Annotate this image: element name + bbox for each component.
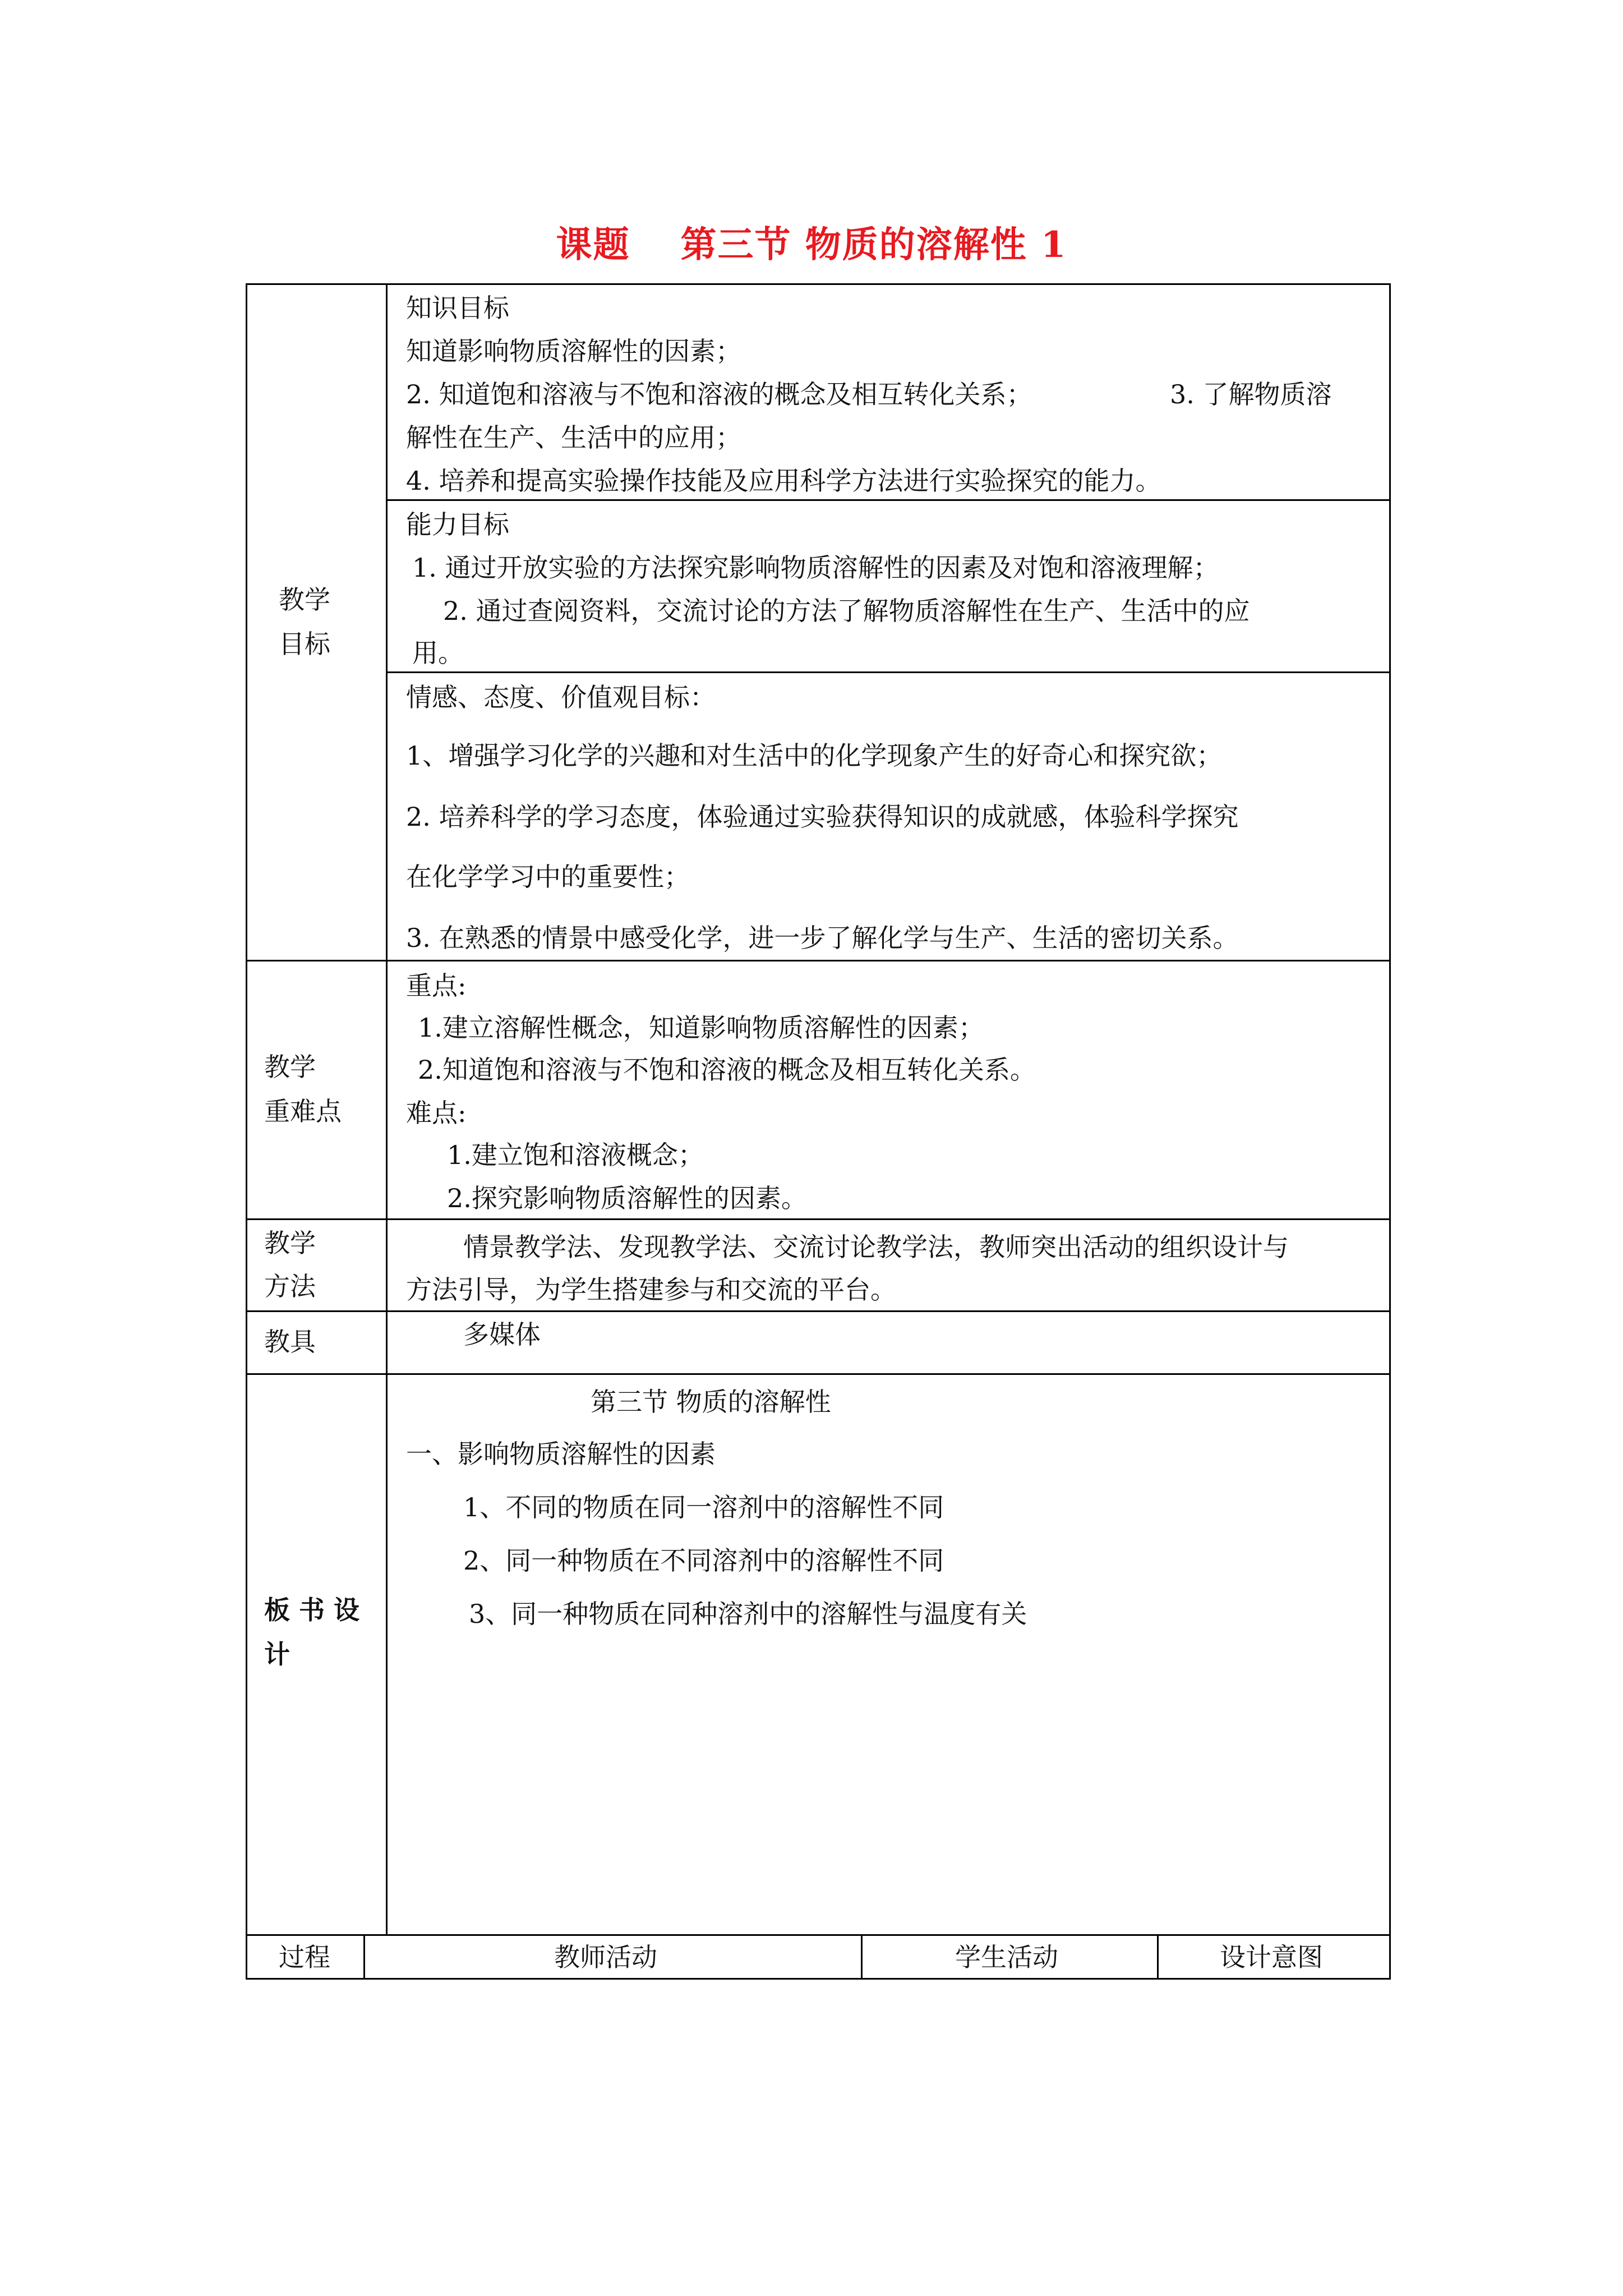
- title-main: 第三节 物质的溶解性 1: [680, 224, 1067, 266]
- ability-line-3: 用。: [412, 638, 464, 668]
- tools-value: 多媒体: [463, 1319, 541, 1350]
- process-col-3: 学生活动: [955, 1942, 1058, 1972]
- board-item-3: 3、同一种物质在同种溶剂中的溶解性与温度有关: [469, 1599, 1027, 1629]
- method-line-1: 情景教学法、发现教学法、交流讨论教学法，教师突出活动的组织设计与: [463, 1232, 1289, 1262]
- board-heading: 第三节 物质的溶解性: [591, 1387, 831, 1417]
- focus-heading: 重点:: [406, 970, 467, 1001]
- ability-line-1: 1. 通过开放实验的方法探究影响物质溶解性的因素及对饱和溶液理解；: [412, 553, 1219, 583]
- ability-heading: 能力目标: [406, 509, 509, 540]
- knowledge-line-2b: 3. 了解物质溶: [1170, 379, 1332, 409]
- objectives-label-2: 目标: [279, 629, 330, 659]
- knowledge-line-4: 4. 培养和提高实验操作技能及应用科学方法进行实验探究的能力。: [406, 466, 1161, 496]
- difficulty-item-1: 1.建立饱和溶液概念；: [447, 1140, 704, 1170]
- title-prefix: 课题: [556, 224, 630, 266]
- keypoints-label-2: 重难点: [264, 1096, 342, 1126]
- process-col-4: 设计意图: [1220, 1942, 1323, 1972]
- process-col-2: 教师活动: [554, 1942, 657, 1972]
- board-item-2: 2、同一种物质在不同溶剂中的溶解性不同: [463, 1545, 944, 1576]
- emotion-line-1: 1、增强学习化学的兴趣和对生活中的化学现象产生的好奇心和探究欲；: [406, 740, 1223, 771]
- emotion-line-2: 2. 培养科学的学习态度，体验通过实验获得知识的成就感，体验科学探究: [406, 802, 1239, 832]
- knowledge-line-3: 解性在生产、生活中的应用；: [406, 422, 741, 453]
- focus-item-1: 1.建立溶解性概念，知道影响物质溶解性的因素；: [418, 1013, 984, 1043]
- emotion-line-3: 在化学学习中的重要性；: [406, 862, 690, 892]
- knowledge-line-1: 知道影响物质溶解性的因素；: [406, 336, 741, 366]
- knowledge-line-2: 2. 知道饱和溶液与不饱和溶液的概念及相互转化关系；: [406, 379, 1032, 409]
- method-line-2: 方法引导，为学生搭建参与和交流的平台。: [406, 1274, 896, 1305]
- board-item-1: 1、不同的物质在同一溶剂中的溶解性不同: [463, 1492, 944, 1522]
- objectives-label-1: 教学: [279, 585, 330, 615]
- difficulty-item-2: 2.探究影响物质溶解性的因素。: [447, 1183, 807, 1213]
- tools-label: 教具: [264, 1327, 316, 1357]
- knowledge-heading: 知识目标: [406, 293, 509, 323]
- board-section: 一、影响物质溶解性的因素: [406, 1439, 716, 1469]
- page-title: [0, 216, 1623, 268]
- method-label-2: 方法: [264, 1271, 316, 1301]
- emotion-line-4: 3. 在熟悉的情景中感受化学，进一步了解化学与生产、生活的密切关系。: [406, 923, 1239, 953]
- focus-item-2: 2.知道饱和溶液与不饱和溶液的概念及相互转化关系。: [418, 1055, 1036, 1085]
- method-label-1: 教学: [264, 1228, 316, 1258]
- process-col-1: 过程: [279, 1942, 330, 1972]
- emotion-heading: 情感、态度、价值观目标：: [406, 682, 716, 712]
- board-label-1: 板 书 设: [264, 1595, 360, 1625]
- keypoints-label-1: 教学: [264, 1052, 316, 1082]
- board-label-2: 计: [264, 1639, 290, 1669]
- difficulty-heading: 难点:: [406, 1098, 467, 1128]
- ability-line-2: 2. 通过查阅资料，交流讨论的方法了解物质溶解性在生产、生活中的应: [443, 596, 1250, 626]
